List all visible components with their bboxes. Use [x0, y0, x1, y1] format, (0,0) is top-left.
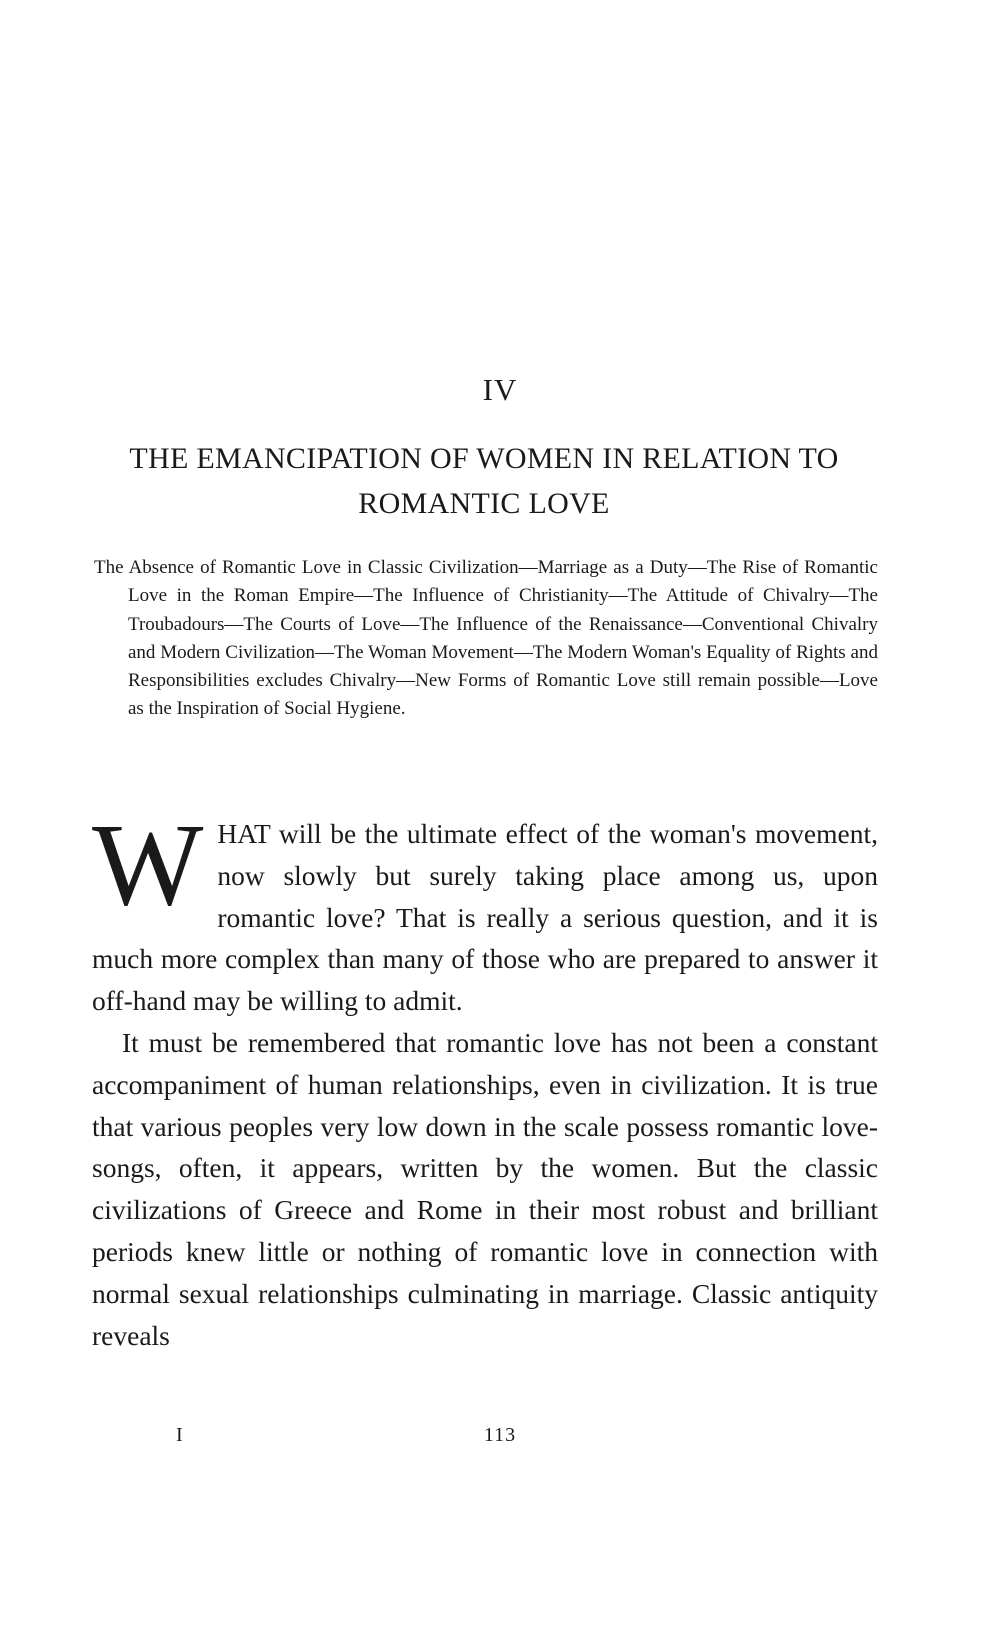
drop-cap: W: [92, 799, 204, 930]
paragraph-1-text: HAT will be the ultimate effect of the woman's movement, now slowly but surely taking place among us, upon romantic love? That is really a serious question, and it is much more complex than many of those who are prepared to answer it off-hand may be willing to admit.: [92, 818, 878, 1017]
body-text: [92, 799, 878, 1356]
paragraph-1: [92, 799, 878, 1022]
chapter-title: THE EMANCIPATION OF WOMEN IN RELATION TO ROMANTIC LOVE: [129, 442, 839, 520]
chapter-synopsis: The Absence of Romantic Love in Classic Civilization—Marriage as a Duty—The Rise of Romantic Love in the Roman Empire—The Influence of Christianity—The Attitude of Chivalry—The Troubadours—The Courts of Love—The Influence of the Renaissance—Conventional Chivalry and Modern Civilization—The Woman Movement—The Modern Woman's Equality of Rights and Responsibilities excludes Chivalry—New Forms of Romantic Love still remain possible—Love as the Inspiration of Social Hygiene.: [94, 557, 878, 720]
signature-mark: I: [176, 1424, 183, 1446]
page-number: 113: [483, 1424, 517, 1446]
chapter-number: IV: [482, 372, 518, 407]
paragraph-2: It must be remembered that romantic love has not been a constant accompaniment of human relationships, even in civilization. It is true that various peoples very low down in the scale possess romantic love-songs, often, it appears, written by the women. But the classic civilizations of Greece and Rome in their most robust and brilliant periods knew little or nothing of romantic love in connection with normal sexual relationships culminating in marriage. Classic antiquity reveals: [92, 1026, 878, 1351]
